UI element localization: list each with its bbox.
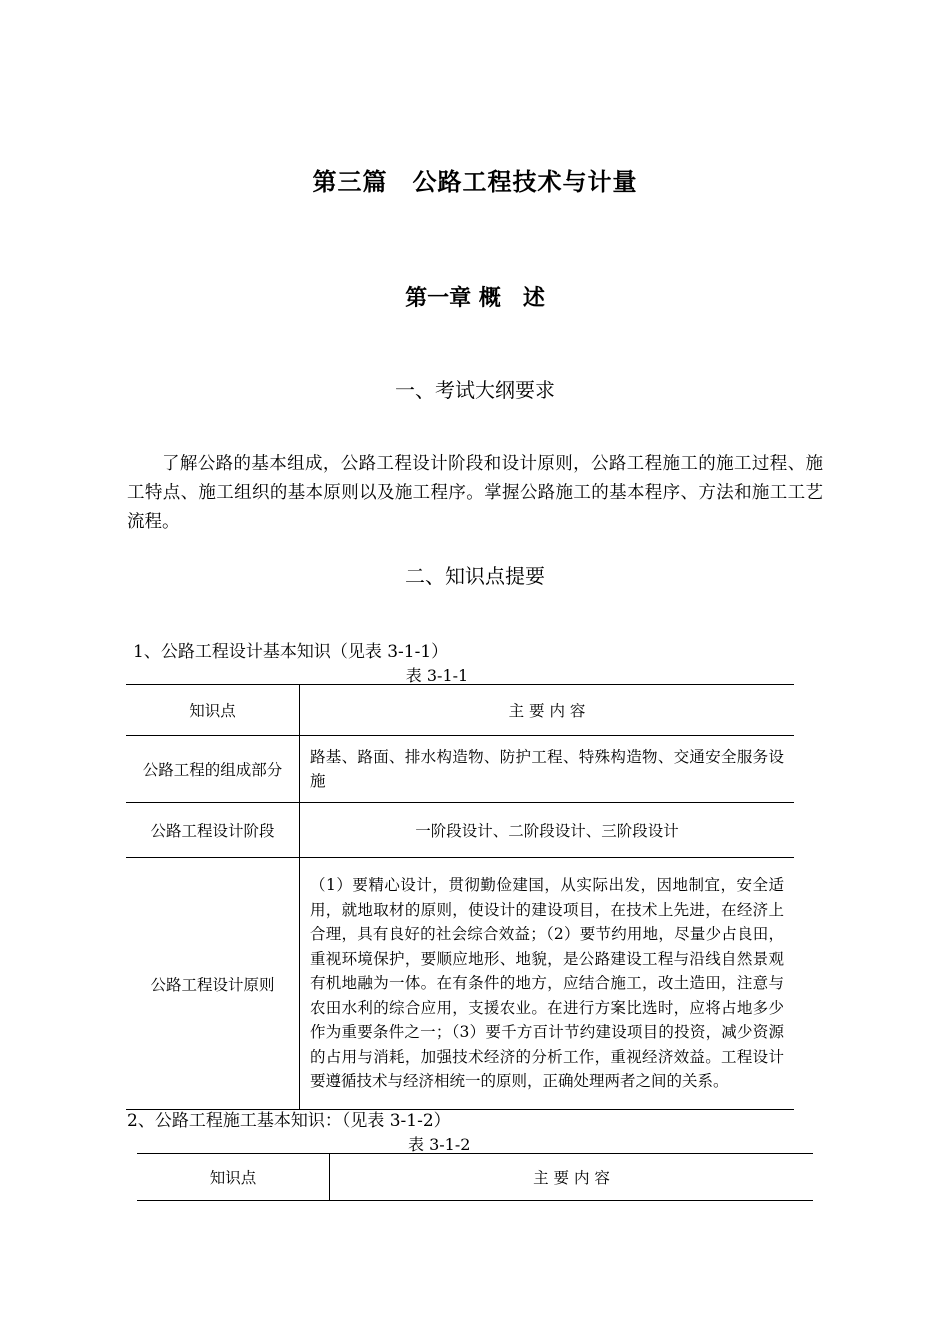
table-row — [126, 736, 794, 803]
header-cell-content: 主 要 内 容 — [300, 685, 795, 736]
section-title-knowledge: 二、知识点提要 — [405, 564, 545, 588]
part-title: 第三篇 公路工程技术与计量 — [312, 168, 638, 196]
row-content: （1）要精心设计，贯彻勤俭建国，从实际出发，因地制宜，安全适用，就地取材的原则，使设计的建设项目，在技术上先进，在经济上合理，具有良好的社会综合效益；（2）要节约用地，尽量少占良田，重视环境保护，要顺应地形、地貌，是公路建设工程与沿线自然景观有机地融为一体。在有条件的地方，应结合施工，改土造田，注意与农田水利的综合应用，支援农业。在进行方案比选时，应将占地多少作为重要条件之一；（3）要千方百计节约建设项目的投资，减少资源的占用与消耗，加强技术经济的分析工作，重视经济效益。工程设计要遵循技术与经济相统一的原则，正确处理两者之间的关系。 — [300, 858, 795, 1110]
chapter-title: 第一章 概 述 — [405, 286, 545, 311]
table1-caption — [0, 663, 950, 686]
section-title-outline: 一、考试大纲要求 — [395, 378, 555, 402]
header-cell-content: 主 要 内 容 — [330, 1154, 814, 1201]
table-3-1-1 — [126, 684, 794, 1110]
table-row — [126, 858, 794, 1110]
row-label: 公路工程的组成部分 — [126, 736, 300, 803]
table2-caption: 表 3-1-2 — [408, 1135, 471, 1154]
table-header-row — [137, 1154, 813, 1201]
table-header-row — [126, 685, 794, 736]
row-label: 公路工程设计阶段 — [126, 803, 300, 858]
outline-paragraph: 了解公路的基本组成，公路工程设计阶段和设计原则，公路工程施工的施工过程、施工特点、施工组织的基本原则以及施工程序。掌握公路施工的基本程序、方法和施工工艺流程。 — [127, 454, 823, 532]
table-3-1-2 — [137, 1153, 813, 1201]
header-cell-knowledge: 知识点 — [137, 1154, 330, 1201]
row-content: 一阶段设计、二阶段设计、三阶段设计 — [300, 803, 795, 858]
header-cell-knowledge: 知识点 — [126, 685, 300, 736]
table1-caption-text: 表 3-1-1 — [405, 666, 469, 685]
table-row — [126, 803, 794, 858]
item2-heading: 2、公路工程施工基本知识：（见表 3-1-2） — [127, 1111, 451, 1131]
item1-heading: 1、公路工程设计基本知识（见表 3-1-1） — [133, 642, 449, 662]
row-content: 路基、路面、排水构造物、防护工程、特殊构造物、交通安全服务设施 — [300, 736, 795, 803]
row-label: 公路工程设计原则 — [126, 858, 300, 1110]
